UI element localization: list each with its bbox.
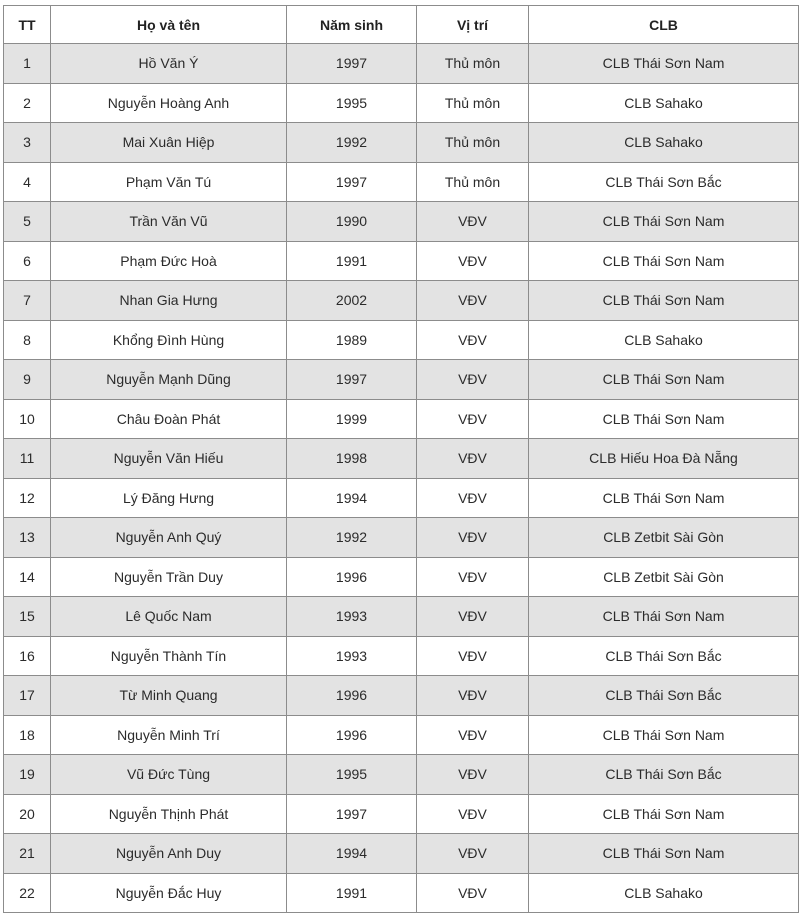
- cell-position: VĐV: [417, 794, 529, 834]
- cell-tt: 1: [4, 44, 51, 84]
- cell-tt: 14: [4, 557, 51, 597]
- cell-name: Vũ Đức Tùng: [51, 755, 287, 795]
- cell-birth-year: 1994: [287, 834, 417, 874]
- cell-birth-year: 1992: [287, 518, 417, 558]
- cell-club: CLB Sahako: [529, 83, 799, 123]
- cell-birth-year: 1990: [287, 202, 417, 242]
- cell-birth-year: 1996: [287, 557, 417, 597]
- cell-club: CLB Thái Sơn Nam: [529, 834, 799, 874]
- cell-name: Phạm Văn Tú: [51, 162, 287, 202]
- cell-tt: 8: [4, 320, 51, 360]
- cell-tt: 5: [4, 202, 51, 242]
- table-row: [4, 715, 799, 755]
- header-club: CLB: [529, 6, 799, 44]
- cell-tt: 19: [4, 755, 51, 795]
- header-tt: TT: [4, 6, 51, 44]
- cell-club: CLB Zetbit Sài Gòn: [529, 557, 799, 597]
- cell-position: VĐV: [417, 557, 529, 597]
- cell-birth-year: 1999: [287, 399, 417, 439]
- cell-club: CLB Thái Sơn Nam: [529, 360, 799, 400]
- cell-name: Mai Xuân Hiệp: [51, 123, 287, 163]
- cell-club: CLB Thái Sơn Bắc: [529, 676, 799, 716]
- table-row: [4, 794, 799, 834]
- cell-position: VĐV: [417, 873, 529, 913]
- cell-birth-year: 1997: [287, 162, 417, 202]
- cell-tt: 15: [4, 597, 51, 637]
- table-row: [4, 83, 799, 123]
- cell-tt: 20: [4, 794, 51, 834]
- cell-club: CLB Thái Sơn Nam: [529, 281, 799, 321]
- table-row: [4, 162, 799, 202]
- header-year: Năm sinh: [287, 6, 417, 44]
- cell-position: VĐV: [417, 676, 529, 716]
- table-row: [4, 636, 799, 676]
- table-body: [4, 44, 799, 913]
- cell-name: Nguyễn Anh Quý: [51, 518, 287, 558]
- table-row: [4, 320, 799, 360]
- cell-birth-year: 1997: [287, 44, 417, 84]
- table-row: [4, 241, 799, 281]
- cell-tt: 22: [4, 873, 51, 913]
- cell-position: VĐV: [417, 636, 529, 676]
- cell-tt: 13: [4, 518, 51, 558]
- cell-birth-year: 1998: [287, 439, 417, 479]
- cell-birth-year: 1997: [287, 794, 417, 834]
- table-row: [4, 123, 799, 163]
- cell-tt: 11: [4, 439, 51, 479]
- cell-position: VĐV: [417, 597, 529, 637]
- cell-birth-year: 1997: [287, 360, 417, 400]
- header-row: [4, 6, 799, 44]
- cell-position: VĐV: [417, 478, 529, 518]
- table-row: [4, 202, 799, 242]
- cell-birth-year: 1989: [287, 320, 417, 360]
- cell-tt: 10: [4, 399, 51, 439]
- cell-name: Lê Quốc Nam: [51, 597, 287, 637]
- cell-tt: 4: [4, 162, 51, 202]
- table-row: [4, 44, 799, 84]
- cell-club: CLB Sahako: [529, 320, 799, 360]
- cell-birth-year: 1992: [287, 123, 417, 163]
- cell-position: Thủ môn: [417, 44, 529, 84]
- cell-tt: 18: [4, 715, 51, 755]
- table-row: [4, 597, 799, 637]
- cell-birth-year: 1994: [287, 478, 417, 518]
- cell-tt: 16: [4, 636, 51, 676]
- cell-tt: 2: [4, 83, 51, 123]
- table-header: [4, 6, 799, 44]
- cell-tt: 9: [4, 360, 51, 400]
- cell-club: CLB Thái Sơn Nam: [529, 202, 799, 242]
- cell-birth-year: 1995: [287, 755, 417, 795]
- cell-position: VĐV: [417, 281, 529, 321]
- cell-name: Lý Đăng Hưng: [51, 478, 287, 518]
- cell-position: VĐV: [417, 241, 529, 281]
- table-row: [4, 478, 799, 518]
- cell-position: Thủ môn: [417, 162, 529, 202]
- table-row: [4, 676, 799, 716]
- table-row: [4, 360, 799, 400]
- cell-club: CLB Hiếu Hoa Đà Nẵng: [529, 439, 799, 479]
- cell-name: Nguyễn Thành Tín: [51, 636, 287, 676]
- cell-name: Nguyễn Minh Trí: [51, 715, 287, 755]
- cell-name: Nguyễn Anh Duy: [51, 834, 287, 874]
- cell-name: Nguyễn Văn Hiếu: [51, 439, 287, 479]
- cell-position: VĐV: [417, 439, 529, 479]
- cell-position: VĐV: [417, 715, 529, 755]
- header-position: Vị trí: [417, 6, 529, 44]
- cell-birth-year: 2002: [287, 281, 417, 321]
- cell-club: CLB Thái Sơn Nam: [529, 44, 799, 84]
- table-row: [4, 557, 799, 597]
- cell-name: Nguyễn Mạnh Dũng: [51, 360, 287, 400]
- cell-club: CLB Thái Sơn Nam: [529, 597, 799, 637]
- cell-position: VĐV: [417, 834, 529, 874]
- cell-name: Khổng Đình Hùng: [51, 320, 287, 360]
- cell-tt: 12: [4, 478, 51, 518]
- cell-birth-year: 1995: [287, 83, 417, 123]
- cell-tt: 17: [4, 676, 51, 716]
- cell-club: CLB Thái Sơn Nam: [529, 794, 799, 834]
- cell-name: Nhan Gia Hưng: [51, 281, 287, 321]
- cell-birth-year: 1991: [287, 873, 417, 913]
- cell-name: Nguyễn Đắc Huy: [51, 873, 287, 913]
- cell-position: VĐV: [417, 202, 529, 242]
- cell-name: Từ Minh Quang: [51, 676, 287, 716]
- cell-birth-year: 1996: [287, 715, 417, 755]
- cell-birth-year: 1993: [287, 636, 417, 676]
- cell-position: VĐV: [417, 320, 529, 360]
- cell-name: Trần Văn Vũ: [51, 202, 287, 242]
- cell-club: CLB Thái Sơn Bắc: [529, 636, 799, 676]
- cell-position: VĐV: [417, 360, 529, 400]
- cell-club: CLB Sahako: [529, 123, 799, 163]
- cell-club: CLB Zetbit Sài Gòn: [529, 518, 799, 558]
- cell-name: Nguyễn Trần Duy: [51, 557, 287, 597]
- table-row: [4, 281, 799, 321]
- cell-club: CLB Thái Sơn Nam: [529, 399, 799, 439]
- table-row: [4, 755, 799, 795]
- header-name: Họ và tên: [51, 6, 287, 44]
- cell-tt: 21: [4, 834, 51, 874]
- cell-position: VĐV: [417, 399, 529, 439]
- cell-name: Hồ Văn Ý: [51, 44, 287, 84]
- cell-club: CLB Thái Sơn Bắc: [529, 162, 799, 202]
- cell-tt: 3: [4, 123, 51, 163]
- cell-position: VĐV: [417, 518, 529, 558]
- cell-birth-year: 1993: [287, 597, 417, 637]
- cell-club: CLB Thái Sơn Bắc: [529, 755, 799, 795]
- cell-name: Phạm Đức Hoà: [51, 241, 287, 281]
- cell-club: CLB Thái Sơn Nam: [529, 241, 799, 281]
- cell-club: CLB Thái Sơn Nam: [529, 478, 799, 518]
- cell-birth-year: 1996: [287, 676, 417, 716]
- cell-tt: 7: [4, 281, 51, 321]
- player-roster-table: [3, 5, 799, 913]
- cell-position: VĐV: [417, 755, 529, 795]
- cell-club: CLB Sahako: [529, 873, 799, 913]
- cell-name: Châu Đoàn Phát: [51, 399, 287, 439]
- cell-position: Thủ môn: [417, 123, 529, 163]
- table-row: [4, 439, 799, 479]
- cell-name: Nguyễn Hoàng Anh: [51, 83, 287, 123]
- table-row: [4, 834, 799, 874]
- cell-birth-year: 1991: [287, 241, 417, 281]
- cell-club: CLB Thái Sơn Nam: [529, 715, 799, 755]
- table-row: [4, 873, 799, 913]
- table-row: [4, 399, 799, 439]
- cell-position: Thủ môn: [417, 83, 529, 123]
- table-row: [4, 518, 799, 558]
- cell-name: Nguyễn Thịnh Phát: [51, 794, 287, 834]
- cell-tt: 6: [4, 241, 51, 281]
